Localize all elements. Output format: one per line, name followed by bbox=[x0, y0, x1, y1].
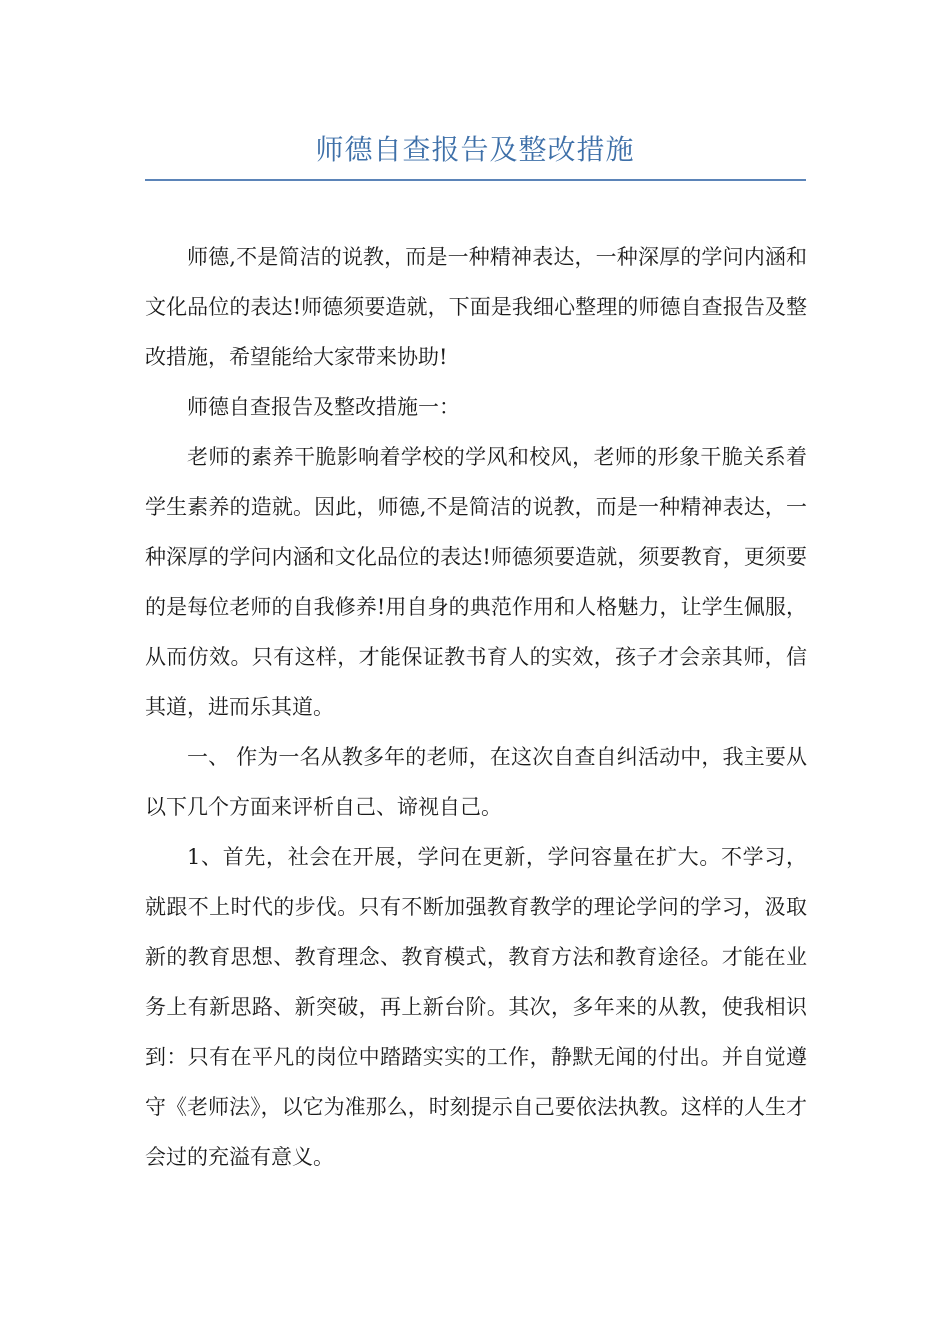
paragraph-intro: 师德,不是简洁的说教，而是一种精神表达，一种深厚的学问内涵和文化品位的表达!师德须要造就，下面是我细心整理的师德自查报告及整改措施，希望能给大家带来协助! bbox=[145, 245, 807, 369]
paragraph-item-one: 1、首先，社会在开展，学问在更新，学问容量在扩大。不学习，就跟不上时代的步伐。只有不断加强教育教学的理论学问的学习，汲取新的教育思想、教育理念、教育模式，教育方法和教育途径。才能在业务上有新思路、新突破，再上新台阶。其次，多年来的从教，使我相识到：只有在平凡的岗位中踏踏实实的工作，静默无闻的付出。并自觉遵守《老师法》，以它为准那么，时刻提示自己要依法执教。这样的人生才会过的充溢有意义。 bbox=[145, 845, 807, 1169]
paragraph-teacher-quality: 老师的素养干脆影响着学校的学风和校风，老师的形象干脆关系着学生素养的造就。因此，师德,不是简洁的说教，而是一种精神表达，一种深厚的学问内涵和文化品位的表达!师德须要造就，须要教育，更须要的是每位老师的自我修养!用自身的典范作用和人格魅力，让学生佩服，从而仿效。只有这样，才能保证教书育人的实效，孩子才会亲其师，信其道，进而乐其道。 bbox=[145, 445, 807, 719]
paragraph-section-heading: 师德自查报告及整改措施一： bbox=[187, 395, 460, 419]
paragraph-point-one: 一、 作为一名从教多年的老师，在这次自查自纠活动中，我主要从以下几个方面来评析自己、谛视自己。 bbox=[145, 745, 807, 819]
title-underline bbox=[145, 179, 806, 181]
document-title: 师德自查报告及整改措施 bbox=[315, 133, 635, 166]
document-body bbox=[145, 232, 807, 1182]
